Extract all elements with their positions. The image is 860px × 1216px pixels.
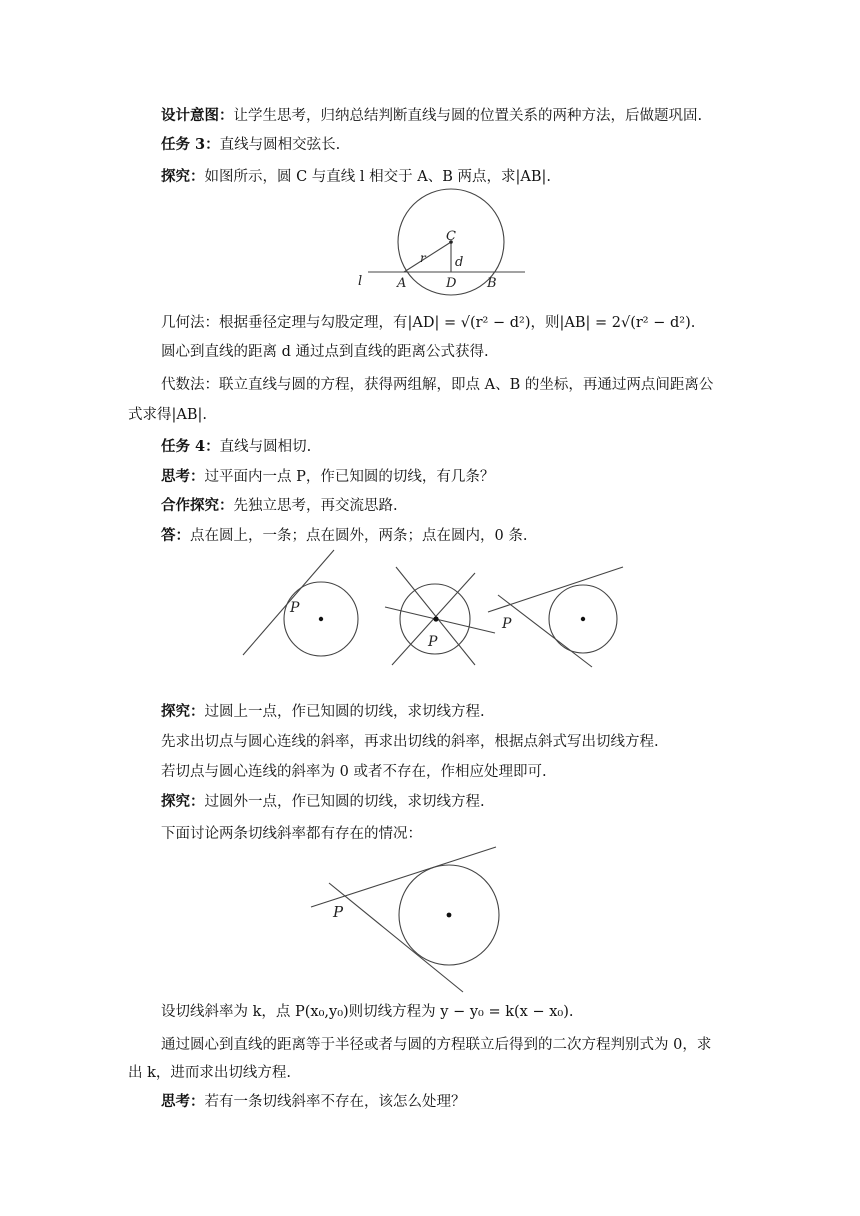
fig3-center-dot xyxy=(447,913,452,918)
case-outside-circle xyxy=(488,567,623,667)
distance-formula-line: 圆心到直线的距离 d 通过点到直线的距离公式获得. xyxy=(161,344,489,360)
case2-point-dot xyxy=(433,616,438,621)
task4-text: 直线与圆相切. xyxy=(219,439,312,455)
case1-label-P: P xyxy=(290,600,300,616)
answer-text: 点在圆上，一条；点在圆外，两条；点在圆内，0 条. xyxy=(190,528,528,544)
cooperate-text: 先独立思考，再交流思路. xyxy=(233,498,398,514)
think-text-2: 若有一条切线斜率不存在，该怎么处理？ xyxy=(204,1094,466,1110)
design-intent-text: 让学生思考，归纳总结判断直线与圆的位置关系的两种方法，后做题巩固. xyxy=(233,108,703,124)
explore-on-circle-line xyxy=(161,700,860,721)
explore-label-3: 探究： xyxy=(161,793,205,810)
task3-text: 直线与圆相交弦长. xyxy=(219,137,341,153)
think-line xyxy=(161,465,860,486)
explore-outside-line xyxy=(161,790,860,811)
case-on-circle xyxy=(243,550,358,656)
tangent-equation-line: 设切线斜率为 k，点 P(x₀,y₀)则切线方程为 y − y₀ = k(x − x₀). xyxy=(161,1004,574,1020)
task3-line xyxy=(161,133,860,154)
case-inside-circle xyxy=(385,567,495,665)
label-B: B xyxy=(487,276,497,291)
label-C: C xyxy=(446,229,456,244)
label-l: l xyxy=(358,274,363,289)
task3-label: 任务 3： xyxy=(161,136,220,153)
label-D: D xyxy=(446,276,457,291)
explore-label-2: 探究： xyxy=(161,703,205,720)
tangent-cases-figure xyxy=(230,545,650,665)
label-d: d xyxy=(455,255,464,270)
explore-label: 探究： xyxy=(161,168,205,185)
answer-line xyxy=(161,524,860,545)
task4-label: 任务 4： xyxy=(161,438,220,455)
cooperate-line xyxy=(161,494,860,515)
explore-outside-text: 过圆外一点，作已知圆的切线，求切线方程. xyxy=(204,794,485,810)
explore-chord-text: 如图所示，圆 C 与直线 l 相交于 A、B 两点，求|AB|. xyxy=(204,169,552,185)
fig3-tangent-upper xyxy=(311,847,496,907)
algebraic-method-line: 代数法：联立直线与圆的方程，获得两组解，即点 A、B 的坐标，再通过两点间距离公 xyxy=(161,377,714,393)
chord-figure xyxy=(350,195,540,295)
design-intent-label: 设计意图： xyxy=(161,107,234,124)
geometric-method-line: 几何法：根据垂径定理与勾股定理，有|AD| = √(r² − d²)，则|AB| = 2√(r² − d²). xyxy=(161,315,696,331)
think-line-2 xyxy=(161,1090,860,1111)
solve-k-line: 通过圆心到直线的距离等于半径或者与圆的方程联立后得到的二次方程判别式为 0，求 xyxy=(161,1037,712,1053)
label-A: A xyxy=(397,276,407,291)
case3-tangent-upper xyxy=(488,567,623,612)
case3-tangent-lower xyxy=(498,595,592,667)
case3-center-dot xyxy=(581,617,585,621)
answer-label: 答： xyxy=(161,527,190,544)
think-text: 过平面内一点 P，作已知圆的切线，有几条？ xyxy=(204,469,495,485)
explore-chord-line xyxy=(161,165,860,186)
case1-center-dot xyxy=(319,617,323,621)
special-slope-line: 若切点与圆心连线的斜率为 0 或者不存在，作相应处理即可. xyxy=(161,764,547,780)
solve-k-line-2: 出 k，进而求出切线方程. xyxy=(128,1065,292,1081)
algebraic-method-line-2: 式求得|AB|. xyxy=(128,407,208,423)
fig3-label-P: P xyxy=(333,903,344,921)
both-slopes-line: 下面讨论两条切线斜率都有存在的情况： xyxy=(161,826,422,842)
task4-line xyxy=(161,435,860,456)
design-intent-line xyxy=(161,104,860,125)
explore-on-circle-text: 过圆上一点，作已知圆的切线，求切线方程. xyxy=(204,704,485,720)
think-label-2: 思考： xyxy=(161,1093,205,1110)
label-r: r xyxy=(420,251,426,265)
case2-label-P: P xyxy=(428,634,438,650)
cooperate-label: 合作探究： xyxy=(161,497,234,514)
case1-tangent xyxy=(243,550,334,655)
case3-label-P: P xyxy=(502,616,512,632)
method-slope-line: 先求出切点与圆心连线的斜率，再求出切线的斜率，根据点斜式写出切线方程. xyxy=(161,734,659,750)
think-label: 思考： xyxy=(161,468,205,485)
radius-r xyxy=(404,242,451,272)
external-tangents-figure xyxy=(300,840,510,1000)
fig3-tangent-lower xyxy=(329,883,463,992)
